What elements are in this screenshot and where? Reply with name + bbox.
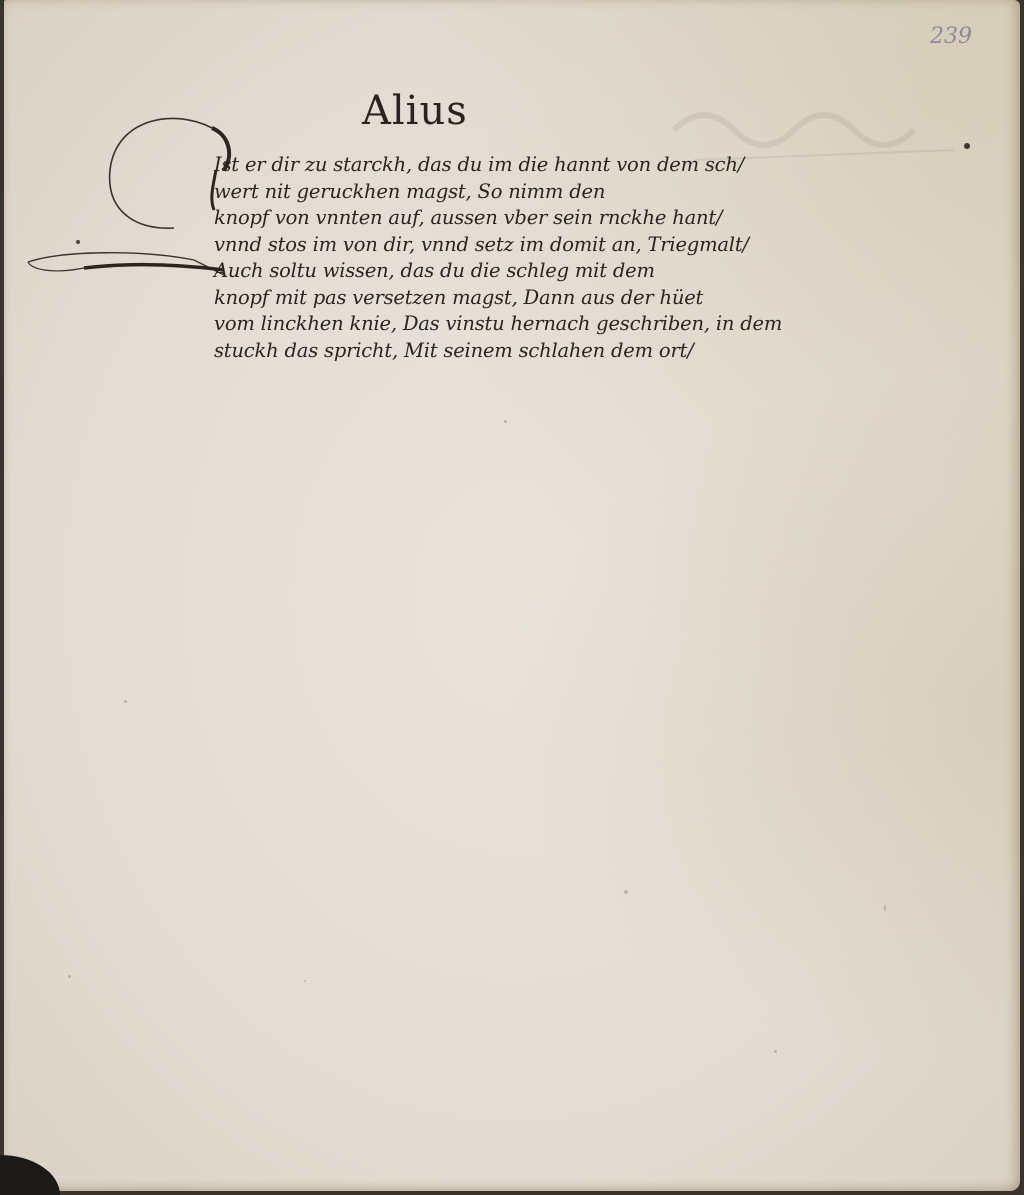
paper-fleck	[884, 905, 886, 911]
paper-fleck	[68, 975, 71, 978]
section-heading: Alius	[362, 88, 468, 134]
text-line-1: Ist er dir zu starckh, das du im die hannt von dem sch/	[214, 153, 745, 176]
paper-fleck	[304, 980, 306, 982]
text-line-7: vom linckhen knie, Das vinstu hernach geschriben, in dem	[214, 312, 783, 335]
text-line-4: vnnd stos im von dir, vnnd setz im domit an, Triegmalt/	[214, 232, 749, 256]
paper-fleck	[624, 890, 628, 894]
text-line-3: knopf von vnnten auf, aussen vber sein rnckhe hant/	[214, 206, 723, 229]
text-line-5: Auch soltu wissen, das du die schleg mit dem	[214, 259, 655, 282]
manuscript-text	[214, 152, 894, 364]
text-line-8: stuckh das spricht, Mit seinem schlahen dem ort/	[214, 338, 694, 362]
paper-fleck	[774, 1050, 777, 1053]
text-line-6: knopf mit pas versetzen magst, Dann aus der hüet	[214, 285, 704, 309]
paper-fleck	[964, 143, 970, 149]
decorated-initial-flourish	[24, 110, 244, 290]
manuscript-page	[4, 0, 1020, 1191]
paper-fleck	[124, 700, 127, 703]
paper-fleck	[504, 420, 507, 423]
page-number: 239	[930, 24, 972, 49]
text-line-2: wert nit geruckhen magst, So nimm den	[214, 179, 606, 203]
